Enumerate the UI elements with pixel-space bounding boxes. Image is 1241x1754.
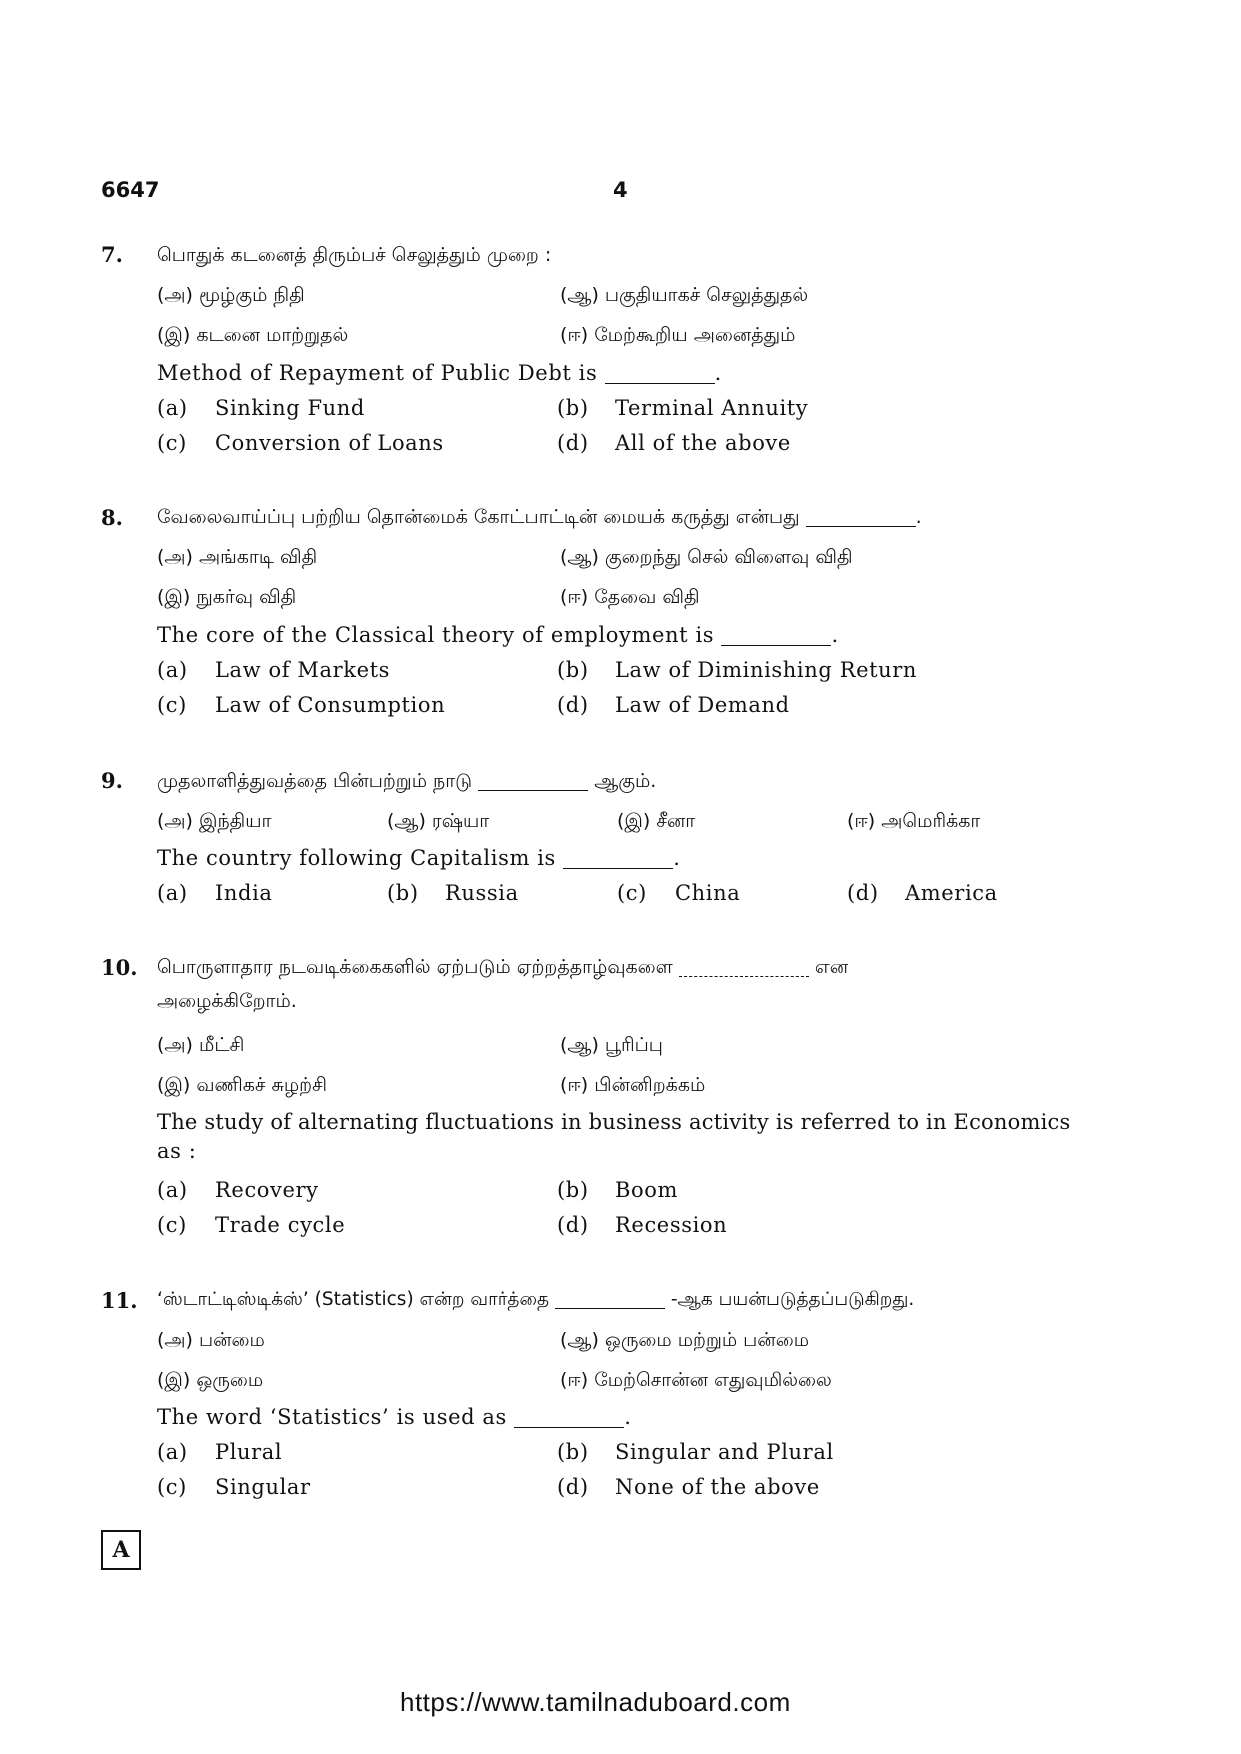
tamil-option-d: (ஈ) தேவை விதி — [560, 586, 700, 608]
tamil-question: பொதுக் கடனைத் திரும்பச் செலுத்தும் முறை : — [157, 244, 552, 266]
english-option-d: (d) Law of Demand — [557, 693, 790, 717]
english-question: The core of the Classical theory of employment is . — [157, 623, 839, 647]
tamil-option-a: (அ) பன்மை — [157, 1329, 265, 1351]
question-number: 7. — [101, 242, 123, 267]
tamil-option-c: (இ) கடனை மாற்றுதல் — [157, 324, 349, 346]
english-option-c: (c) Law of Consumption — [157, 693, 446, 717]
answer-blank — [555, 1290, 665, 1310]
answer-blank — [514, 1406, 624, 1428]
tamil-option-a: (அ) மீட்சி — [157, 1034, 245, 1056]
english-option-b: (b) Boom — [557, 1178, 679, 1202]
english-option-a: (a) Plural — [157, 1440, 283, 1464]
english-option-c: (c) China — [617, 881, 741, 905]
paper-code: 6647 — [101, 178, 160, 202]
tamil-option-a: (அ) இந்தியா — [157, 810, 272, 832]
english-option-d: (d) Recession — [557, 1213, 728, 1237]
english-option-d: (d) All of the above — [557, 431, 791, 455]
tamil-option-b: (ஆ) பூரிப்பு — [560, 1034, 663, 1056]
tamil-option-d: (ஈ) பின்னிறக்கம் — [560, 1074, 706, 1096]
answer-blank — [679, 957, 809, 977]
answer-blank — [478, 771, 588, 791]
english-question-line2: as : — [157, 1139, 197, 1163]
tamil-option-d: (ஈ) மேற்சொன்ன எதுவுமில்லை — [560, 1369, 832, 1391]
tamil-question: ‘ஸ்டாட்டிஸ்டிக்ஸ்’ (Statistics) என்ற வார்த்தை -ஆக பயன்படுத்தப்படுகிறது. — [157, 1289, 915, 1310]
english-option-b: (b) Terminal Annuity — [557, 396, 809, 420]
tamil-option-d: (ஈ) மேற்கூறிய அனைத்தும் — [560, 324, 796, 346]
english-question: Method of Repayment of Public Debt is . — [157, 361, 722, 385]
english-option-c: (c) Trade cycle — [157, 1213, 346, 1237]
tamil-option-b: (ஆ) குறைந்து செல் விளைவு விதி — [560, 546, 853, 568]
booklet-series-box: A — [101, 1530, 141, 1570]
tamil-option-a: (அ) அங்காடி விதி — [157, 546, 318, 568]
english-option-a: (a) Sinking Fund — [157, 396, 365, 420]
answer-blank — [806, 507, 916, 527]
question-number: 9. — [101, 768, 123, 793]
answer-blank — [721, 624, 831, 646]
english-question: The country following Capitalism is . — [157, 846, 681, 870]
question-number: 11. — [101, 1288, 138, 1313]
tamil-option-c: (இ) நுகர்வு விதி — [157, 586, 297, 608]
tamil-option-c: (இ) வணிகச் சுழற்சி — [157, 1074, 327, 1096]
question-number: 10. — [101, 955, 138, 980]
english-option-b: (b) Law of Diminishing Return — [557, 658, 918, 682]
english-option-b: (b) Russia — [387, 881, 519, 905]
question-number: 8. — [101, 505, 123, 530]
tamil-option-b: (ஆ) ஒருமை மற்றும் பன்மை — [560, 1329, 809, 1351]
english-question: The study of alternating fluctuations in business activity is referred to in Economics — [157, 1110, 1071, 1134]
page-number: 4 — [613, 178, 628, 202]
answer-blank — [563, 847, 673, 869]
footer-url[interactable]: https://www.tamilnaduboard.com — [400, 1687, 791, 1717]
tamil-option-b: (ஆ) பகுதியாகச் செலுத்துதல் — [560, 284, 809, 306]
tamil-question: பொருளாதார நடவடிக்கைகளில் ஏற்படும் ஏற்றத்தாழ்வுகளை என — [157, 956, 849, 978]
english-option-c: (c) Singular — [157, 1475, 311, 1499]
english-option-d: (d) America — [847, 881, 998, 905]
english-option-b: (b) Singular and Plural — [557, 1440, 834, 1464]
english-question: The word ‘Statistics’ is used as . — [157, 1405, 632, 1429]
english-option-a: (a) Law of Markets — [157, 658, 391, 682]
tamil-option-d: (ஈ) அமெரிக்கா — [847, 810, 981, 832]
answer-blank — [605, 362, 715, 384]
english-option-c: (c) Conversion of Loans — [157, 431, 444, 455]
english-option-a: (a) Recovery — [157, 1178, 319, 1202]
tamil-question: வேலைவாய்ப்பு பற்றிய தொன்மைக் கோட்பாட்டின் மையக் கருத்து என்பது . — [157, 506, 922, 528]
tamil-question: முதலாளித்துவத்தை பின்பற்றும் நாடு ஆகும். — [157, 770, 657, 792]
tamil-option-a: (அ) மூழ்கும் நிதி — [157, 284, 305, 306]
english-option-d: (d) None of the above — [557, 1475, 820, 1499]
tamil-option-c: (இ) ஒருமை — [157, 1369, 264, 1391]
tamil-question-line2: அழைக்கிறோம். — [157, 990, 297, 1012]
english-option-a: (a) India — [157, 881, 273, 905]
tamil-option-b: (ஆ) ரஷ்யா — [387, 810, 490, 832]
tamil-option-c: (இ) சீனா — [617, 810, 696, 832]
